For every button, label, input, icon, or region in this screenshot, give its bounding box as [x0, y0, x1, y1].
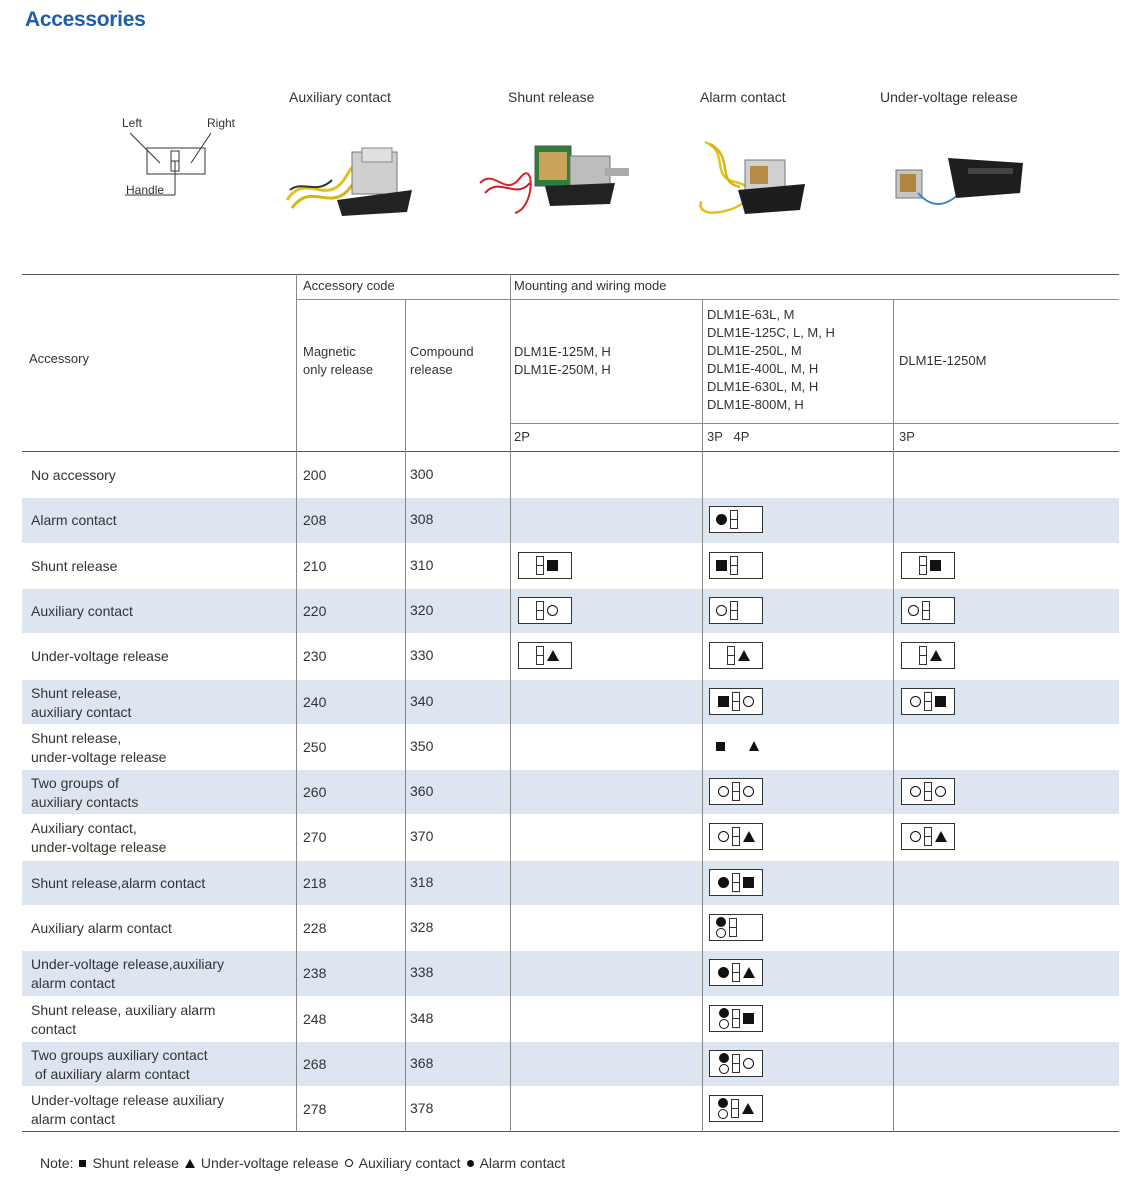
- wiring-symbol: [518, 597, 572, 624]
- magnetic-code: 230: [303, 648, 327, 665]
- photo-caption-alarm: Alarm contact: [700, 89, 786, 105]
- shunt-release-icon: [716, 560, 727, 571]
- header-models-3p: DLM1E-1250M: [899, 353, 987, 368]
- stacked-symbol: [719, 1008, 729, 1029]
- handle-icon: [924, 692, 932, 711]
- wiring-symbol: [709, 823, 763, 850]
- handle-icon: [730, 556, 738, 575]
- handle-icon: [732, 692, 740, 711]
- shunt-release-photo: [475, 138, 635, 216]
- magnetic-code: 208: [303, 512, 327, 529]
- handle-icon: [536, 601, 544, 620]
- magnetic-code: 268: [303, 1055, 327, 1072]
- wiring-symbol: [709, 959, 763, 986]
- accessory-name: Shunt release, auxiliary alarm contact: [31, 1001, 216, 1037]
- handle-icon: [732, 827, 740, 846]
- header-compound: Compound release: [410, 344, 474, 377]
- stacked-symbol: [716, 917, 726, 938]
- table-rule: [702, 299, 703, 1132]
- accessory-name: Under-voltage release auxiliary alarm contact: [31, 1092, 224, 1128]
- shunt-release-icon: [743, 1013, 754, 1024]
- handle-icon: [730, 601, 738, 620]
- auxiliary-contact-icon: [716, 605, 727, 616]
- table-rule: [405, 299, 406, 1132]
- note-alarm-label: Alarm contact: [479, 1155, 566, 1171]
- accessory-name: Under-voltage release: [31, 648, 169, 665]
- compound-code: 370: [410, 828, 434, 845]
- under-voltage-release-icon: [749, 741, 759, 751]
- wiring-symbol: [709, 642, 763, 669]
- handle-icon: [732, 873, 740, 892]
- table-rule: [893, 299, 894, 1132]
- wiring-symbol: [709, 552, 763, 579]
- alarm-contact-icon: [719, 1053, 729, 1063]
- compound-code: 308: [410, 511, 434, 528]
- wiring-symbol: [716, 733, 759, 760]
- compound-code: 330: [410, 647, 434, 664]
- alarm-contact-photo: [690, 132, 810, 227]
- wiring-symbol: [709, 914, 763, 941]
- shunt-release-icon: [547, 560, 558, 571]
- accessory-name: Auxiliary contact: [31, 602, 133, 619]
- accessory-name: Two groups of auxiliary contacts: [31, 775, 139, 811]
- magnetic-code: 240: [303, 693, 327, 710]
- auxiliary-contact-icon: [345, 1159, 353, 1167]
- magnetic-code: 238: [303, 965, 327, 982]
- magnetic-code: 210: [303, 557, 327, 574]
- wiring-symbol: [709, 778, 763, 805]
- auxiliary-contact-photo: [282, 140, 417, 220]
- under-voltage-release-icon: [742, 1103, 754, 1114]
- left-label: Left: [122, 116, 143, 130]
- wiring-symbol: [709, 688, 763, 715]
- header-accessory: Accessory: [29, 351, 89, 366]
- handle-icon: [536, 646, 544, 665]
- handle-icon: [924, 782, 932, 801]
- shunt-release-icon: [716, 742, 725, 751]
- handle-icon: [732, 1054, 740, 1073]
- under-voltage-release-icon: [930, 650, 942, 661]
- magnetic-code: 248: [303, 1010, 327, 1027]
- compound-code: 300: [410, 466, 434, 482]
- wiring-symbol: [901, 597, 955, 624]
- accessory-name: Shunt release, under-voltage release: [31, 729, 167, 765]
- photo-caption-undervoltage: Under-voltage release: [880, 89, 1018, 105]
- shunt-release-icon: [930, 560, 941, 571]
- accessory-name: Auxiliary contact, under-voltage release: [31, 820, 167, 856]
- alarm-contact-icon: [718, 1098, 728, 1108]
- header-mounting: Mounting and wiring mode: [514, 278, 667, 293]
- page-title: Accessories: [25, 8, 146, 31]
- alarm-contact-icon: [716, 514, 727, 525]
- auxiliary-contact-icon: [719, 1064, 729, 1074]
- wiring-symbol: [901, 642, 955, 669]
- alarm-contact-icon: [718, 877, 729, 888]
- header-poles-34p: 3P 4P: [707, 429, 750, 444]
- handle-icon: [731, 1099, 739, 1118]
- auxiliary-contact-icon: [910, 831, 921, 842]
- under-voltage-release-icon: [935, 831, 947, 842]
- table-rule: [296, 299, 1119, 300]
- handle-icon: [919, 646, 927, 665]
- handle-icon: [732, 782, 740, 801]
- wiring-symbol: [901, 688, 955, 715]
- auxiliary-contact-icon: [716, 928, 726, 938]
- accessory-table: [22, 274, 1119, 1132]
- handle-icon: [536, 556, 544, 575]
- note-shunt-label: Shunt release: [92, 1155, 179, 1171]
- compound-code: 338: [410, 964, 434, 981]
- auxiliary-contact-icon: [718, 1109, 728, 1119]
- wiring-symbol: [901, 552, 955, 579]
- wiring-symbol: [709, 597, 763, 624]
- compound-code: 360: [410, 783, 434, 800]
- wiring-symbol: [709, 506, 763, 533]
- wiring-symbol: [518, 552, 572, 579]
- table-rule: [22, 1131, 1119, 1132]
- shunt-release-icon: [935, 696, 946, 707]
- compound-code: 318: [410, 873, 434, 890]
- accessory-name: Alarm contact: [31, 512, 117, 529]
- legend-note: [40, 1155, 565, 1171]
- magnetic-code: 250: [303, 738, 327, 755]
- magnetic-code: 200: [303, 467, 327, 483]
- auxiliary-contact-icon: [743, 1058, 754, 1069]
- shunt-release-icon: [79, 1160, 86, 1167]
- photo-caption-shunt: Shunt release: [508, 89, 595, 105]
- compound-code: 350: [410, 737, 434, 754]
- accessory-name: Two groups auxiliary contact of auxiliary alarm contact: [31, 1046, 208, 1082]
- magnetic-code: 260: [303, 784, 327, 801]
- wiring-symbol: [709, 1005, 763, 1032]
- wiring-symbol: [709, 869, 763, 896]
- shunt-release-icon: [743, 877, 754, 888]
- compound-code: 378: [410, 1100, 434, 1117]
- alarm-contact-icon: [719, 1008, 729, 1018]
- wiring-symbol: [709, 1050, 763, 1077]
- compound-code: 320: [410, 601, 434, 618]
- table-rule: [510, 274, 511, 1132]
- compound-code: 328: [410, 919, 434, 935]
- table-rule: [22, 451, 1119, 452]
- handle-icon: [729, 918, 737, 937]
- alarm-contact-icon: [718, 967, 729, 978]
- header-poles-3p: 3P: [899, 429, 915, 444]
- accessory-name: No accessory: [31, 467, 116, 483]
- handle-icon: [919, 556, 927, 575]
- stacked-symbol: [719, 1053, 729, 1074]
- auxiliary-contact-icon: [547, 605, 558, 616]
- under-voltage-release-icon: [738, 650, 750, 661]
- compound-code: 348: [410, 1009, 434, 1026]
- accessory-name: Under-voltage release,auxiliary alarm contact: [31, 956, 224, 992]
- header-poles-2p: 2P: [514, 429, 530, 444]
- table-rule: [296, 274, 297, 1132]
- auxiliary-contact-icon: [935, 786, 946, 797]
- handle-icon: [730, 510, 738, 529]
- accessory-name: Auxiliary alarm contact: [31, 920, 172, 936]
- magnetic-code: 270: [303, 829, 327, 846]
- accessory-name: Shunt release, auxiliary contact: [31, 684, 132, 720]
- handle-icon: [732, 1009, 740, 1028]
- note-prefix: Note:: [40, 1155, 74, 1171]
- shunt-release-icon: [718, 696, 729, 707]
- wiring-symbol: [709, 1095, 763, 1122]
- handle-diagram-lines: [115, 125, 225, 200]
- auxiliary-contact-icon: [910, 696, 921, 707]
- auxiliary-contact-icon: [743, 696, 754, 707]
- photo-caption-auxiliary: Auxiliary contact: [289, 89, 391, 105]
- auxiliary-contact-icon: [908, 605, 919, 616]
- note-undervoltage-label: Under-voltage release: [200, 1155, 339, 1171]
- alarm-contact-icon: [716, 917, 726, 927]
- compound-code: 368: [410, 1054, 434, 1071]
- auxiliary-contact-icon: [719, 1019, 729, 1029]
- under-voltage-release-icon: [547, 650, 559, 661]
- note-auxiliary-label: Auxiliary contact: [358, 1155, 461, 1171]
- alarm-contact-icon: [467, 1160, 474, 1167]
- header-accessory-code: Accessory code: [303, 278, 395, 293]
- wiring-symbol: [901, 823, 955, 850]
- magnetic-code: 278: [303, 1101, 327, 1118]
- table-row-shade: [22, 498, 1119, 542]
- magnetic-code: 220: [303, 602, 327, 619]
- handle-icon: [924, 827, 932, 846]
- wiring-symbol: [901, 778, 955, 805]
- handle-icon: [922, 601, 930, 620]
- under-voltage-release-icon: [185, 1159, 195, 1168]
- stacked-symbol: [718, 1098, 728, 1119]
- compound-code: 310: [410, 556, 434, 573]
- under-voltage-release-icon: [743, 967, 755, 978]
- table-rule: [22, 274, 1119, 275]
- table-rule: [510, 423, 1119, 424]
- accessory-name: Shunt release,alarm contact: [31, 874, 206, 891]
- wiring-symbol: [518, 642, 572, 669]
- compound-code: 340: [410, 692, 434, 709]
- handle-label: Handle: [126, 183, 165, 197]
- magnetic-code: 228: [303, 920, 327, 936]
- under-voltage-release-photo: [888, 148, 1028, 213]
- right-label: Right: [207, 116, 236, 130]
- auxiliary-contact-icon: [718, 786, 729, 797]
- auxiliary-contact-icon: [910, 786, 921, 797]
- accessory-name: Shunt release: [31, 557, 118, 574]
- auxiliary-contact-icon: [743, 786, 754, 797]
- header-magnetic: Magnetic only release: [303, 344, 374, 377]
- header-models-34p: DLM1E-63L, M DLM1E-125C, L, M, H DLM1E-250L, M DLM1E-400L, M, H DLM1E-630L, M, H DLM1E-800M, H: [707, 307, 835, 412]
- header-models-2p: DLM1E-125M, H DLM1E-250M, H: [514, 344, 611, 377]
- auxiliary-contact-icon: [718, 831, 729, 842]
- handle-icon: [732, 963, 740, 982]
- magnetic-code: 218: [303, 874, 327, 891]
- under-voltage-release-icon: [743, 831, 755, 842]
- handle-icon: [727, 646, 735, 665]
